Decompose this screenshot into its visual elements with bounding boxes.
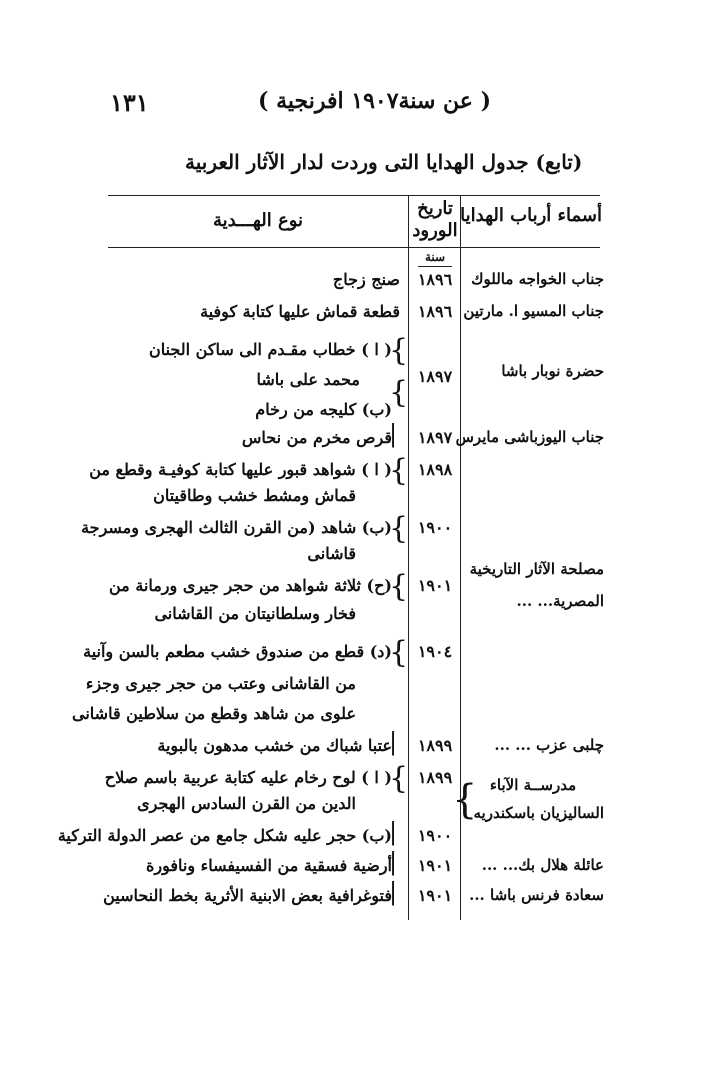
table-row-gift: عتبا شباك من خشب مدهون بالبوية [157, 736, 392, 755]
table-row-year: ١٨٩٦ [417, 270, 453, 289]
column-header-date-line2: الورود [412, 220, 458, 241]
table-row-year: ١٨٩٧ [417, 367, 453, 386]
left-brace: { [389, 511, 409, 546]
table-row-gift: (ب) شاهد (من القرن الثالث الهجرى ومسرجة [81, 518, 392, 537]
year-unit-label: سنة [424, 250, 446, 264]
table-row-gift: (د) قطع من صندوق خشب مطعم بالسن وآنية [83, 642, 392, 661]
table-row-donor: عائلة هلال بك... ... [481, 856, 604, 874]
table-row-gift: (ب) حجر عليه شكل جامع من عصر الدولة التركية [57, 826, 392, 845]
table-row-gift: ( ا ) خطاب مقـدم الى ساكن الجنان [148, 340, 392, 359]
left-brace: { [389, 375, 409, 410]
table-top-rule [108, 195, 600, 196]
left-brace: { [389, 635, 409, 670]
table-row-year: ١٨٩٩ [417, 736, 453, 755]
left-brace: { [389, 569, 409, 604]
table-row-donor: جناب المسيو ا. مارتين [463, 302, 604, 320]
left-brace: | [389, 420, 398, 448]
table-row-gift: ( ا ) لوح رخام عليه كتابة عربية باسم صلاح [104, 768, 392, 787]
left-brace: | [389, 818, 398, 846]
header-bottom-rule [108, 247, 600, 248]
table-row-donor: حضرة نوبار باشا [501, 362, 604, 380]
left-brace: | [389, 728, 398, 756]
column-header-donors: أسماء أرباب الهدايا [460, 205, 602, 226]
column-header-date-line1: تاريخ [417, 198, 453, 219]
table-row-year: ١٩٠٠ [417, 826, 453, 845]
table-row-donor: سعادة فرنس باشا ... [469, 886, 604, 904]
table-row-gift: علوى من شاهد وقطع من سلاطين قاشانى [72, 704, 356, 723]
table-row-donor: جناب الخواجه ماللوك [471, 270, 604, 288]
table-row-gift: ( ا ) شواهد قبور عليها كتابة كوفيـة وقطع من [89, 460, 392, 479]
left-brace: { [452, 777, 478, 823]
left-brace: { [389, 761, 409, 796]
table-row-year: ١٩٠٠ [417, 518, 453, 537]
left-brace: { [389, 453, 409, 488]
column-header-gift: نوع الهـــدية [212, 210, 304, 231]
table-row-year: ١٨٩٩ [417, 768, 453, 787]
table-row-gift: قماش ومشط خشب وطاقيتان [153, 486, 356, 505]
table-row-gift: قاشانى [307, 544, 356, 563]
left-brace: | [389, 848, 398, 876]
left-brace: { [389, 333, 409, 368]
table-row-donor: مصلحة الآثار التاريخية [469, 560, 604, 578]
table-row-gift: فتوغرافية بعض الابنية الأثرية بخط النحاسين [103, 886, 392, 905]
running-title: ( عن سنة١٩٠٧ افرنجية ) [258, 88, 491, 114]
table-row-donor: الساليزيان باسكندريه [473, 804, 604, 822]
table-row-year: ١٩٠١ [417, 856, 453, 875]
table-row-year: ١٩٠٤ [417, 642, 453, 661]
table-row-gift: الدين من القرن السادس الهجرى [137, 794, 356, 813]
table-row-gift: من القاشانى وعتب من حجر جيرى وجزء [85, 674, 356, 693]
column-divider-date [408, 195, 409, 920]
table-row-donor: مدرســة الآباء [489, 776, 577, 794]
left-brace: | [389, 878, 398, 906]
table-row-gift: قطعة قماش عليها كتابة كوفية [200, 302, 400, 321]
table-caption: (تابع) جدول الهدايا التى وردت لدار الآثار العربية [185, 150, 583, 174]
table-row-year: ١٩٠١ [417, 576, 453, 595]
table-row-year: ١٨٩٨ [417, 460, 453, 479]
table-row-gift: (ح) ثلاثة شواهد من حجر جيرى ورمانة من [109, 576, 392, 595]
table-row-donor: جناب اليوزباشى مايرس [455, 428, 604, 446]
table-row-gift: قرص مخرم من نحاس [241, 428, 392, 447]
table-row-gift: صنج زجاج [332, 270, 400, 289]
year-unit-rule [418, 266, 452, 267]
table-row-year: ١٩٠١ [417, 886, 453, 905]
table-row-donor: المصرية... ... [516, 592, 604, 610]
table-row-gift: أرضية فسقية من الفسيفساء ونافورة [146, 856, 392, 875]
table-row-gift: (ب) كليجه من رخام [255, 400, 392, 419]
table-row-donor: چلبى عزب ... ... [494, 736, 604, 754]
table-row-gift: محمد على باشا [256, 370, 360, 389]
page-number: ١٣١ [110, 88, 149, 117]
table-row-year: ١٨٩٧ [417, 428, 453, 447]
table-row-gift: فخار وسلطانيتان من القاشانى [154, 604, 356, 623]
table-row-year: ١٨٩٦ [417, 302, 453, 321]
